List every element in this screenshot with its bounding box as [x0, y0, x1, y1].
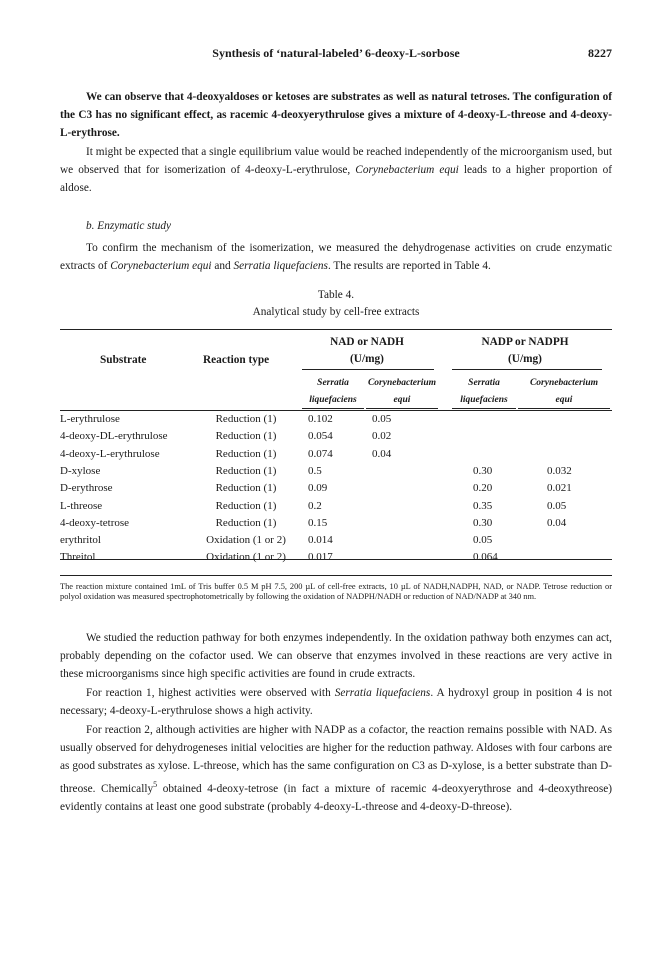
running-title: Synthesis of ‘natural-labeled’ 6-deoxy-L-sorbose [212, 46, 460, 60]
running-header [60, 46, 612, 62]
header-nad-units: (U/mg) [350, 353, 384, 365]
cell-nad-serratia: 0.5 [308, 464, 322, 477]
cell-nad-serratia: 0.017 [308, 551, 333, 564]
paragraph-intro-1: We can observe that 4-deoxyaldoses or ketoses are substrates as well as natural tetroses. The configuration of the C3 has no significant effect, as racemic 4-deoxyerythrulose gives a mixture of 4-deoxy-L-threose and 4-deoxy-L-erythrose. [60, 91, 612, 140]
cell-nadp-serratia: 0.30 [473, 464, 493, 477]
table-mid-rule [60, 559, 612, 560]
table-footnote: The reaction mixture contained 1mL of Tris buffer 0.5 M pH 7.5, 200 µL of cell-free extracts, 10 µL of NADH,NADPH, NAD, or NADP. Tetrose reduction or polyol oxidation was measured spectrophotometrically by following the oxidation of NADPH/NADH or reduction of NAD/NADP at 340 nm. [60, 582, 612, 602]
organism-name: Corynebacterium equi [110, 260, 212, 273]
paragraph-body-1: We studied the reduction pathway for both enzymes independently. In the oxidation pathway both enzymes can act, probably depending on the cofactor used. We can observe that enzymes involved in these reactions are very active in these microorganisms since high specific activities are found in crude extracts. [60, 632, 612, 681]
table-header-rule [60, 410, 612, 411]
cell-nad-coryne: 0.05 [372, 413, 392, 425]
cell-reaction: Oxidation (1 or 2) [206, 534, 286, 547]
cell-reaction: Reduction (1) [215, 430, 277, 443]
subheader-nad-serratia-species: liquefaciens [309, 395, 357, 405]
subheader-nadp-coryne-species: equi [555, 395, 573, 405]
cell-nad-coryne: 0.04 [372, 447, 392, 460]
cell-nad-serratia: 0.074 [308, 447, 333, 460]
subheader-nad-coryne: Corynebacterium [367, 378, 437, 388]
paragraph-intro-3: To confirm the mechanism of the isomerization, we measured the dehydrogenase activities on crude enzymatic extracts of Corynebacterium equi and Serratia liquefaciens. The results are reported in Table 4. [60, 242, 612, 273]
table-number: Table 4. [317, 289, 355, 301]
cell-nad-serratia: 0.014 [308, 534, 333, 547]
cell-substrate: 4-deoxy-tetrose [60, 516, 130, 529]
table-caption [60, 287, 612, 321]
paragraph-body-3: For reaction 2, although activities are higher with NADP as a cofactor, the reaction remains possible with NAD. As usually observed for dehydrogeneses initial velocities are higher for the reduction pathway. Aldoses with four carbons are as good substrates as xylose. L-threose, which has the same configuration on C3 as D-xylose, is a better substrate than D-threose. Chemically$^5$ obtained 4-deoxy-tetrose (in fact a mixture of racemic 4-deoxyerythrose and 4-deoxythreose) evidently contains at least one good substrate (probably 4-deoxy-L-threose and 4-deoxy-D-threose). [60, 724, 612, 813]
page-number: 8227 [588, 46, 612, 60]
subheader-nadp-serratia-species: liquefaciens [460, 395, 508, 405]
cell-nadp-serratia: 0.064 [473, 551, 498, 564]
header-reaction-type: Reaction type [203, 354, 270, 366]
cell-reaction: Reduction (1) [215, 516, 277, 529]
table-bottom-rule [60, 575, 612, 576]
cell-nad-coryne: 0.02 [372, 430, 392, 443]
table-top-rule [60, 329, 612, 330]
cell-reaction: Reduction (1) [215, 499, 277, 512]
organism-name: Corynebacterium equi [355, 164, 459, 177]
cell-nadp-serratia: 0.35 [473, 499, 493, 512]
cell-substrate: L-erythrulose [60, 413, 120, 425]
subheader-nad-serratia: Serratia [317, 378, 349, 388]
subheader-nadp-coryne: Corynebacterium [529, 378, 599, 388]
cell-nadp-serratia: 0.05 [473, 534, 493, 547]
subheader-nad-coryne-species: equi [393, 395, 411, 405]
cell-nad-serratia: 0.102 [308, 413, 333, 425]
cell-reaction: Reduction (1) [215, 447, 277, 460]
organism-name: Serratia liquefaciens [233, 260, 328, 273]
cell-nadp-coryne: 0.032 [547, 464, 572, 477]
header-nadp-units: (U/mg) [508, 353, 542, 365]
cell-substrate: 4-deoxy-L-erythrulose [60, 447, 160, 460]
cell-nad-serratia: 0.09 [308, 482, 328, 495]
cell-reaction: Reduction (1) [215, 464, 277, 477]
subheader-nadp-serratia: Serratia [468, 378, 500, 388]
cell-nad-serratia: 0.15 [308, 516, 328, 529]
reference-number: 5 [153, 779, 158, 789]
cell-reaction: Reduction (1) [215, 413, 277, 425]
cell-reaction: Reduction (1) [215, 482, 277, 495]
cell-nad-serratia: 0.2 [308, 499, 322, 512]
paragraph-body-2: For reaction 1, highest activities were observed with Serratia liquefaciens. A hydroxyl group in position 4 is not necessary; 4-deoxy-L-erythrulose shows a high activity. [60, 687, 612, 718]
header-nad-group: NAD or NADH [330, 336, 404, 348]
cell-substrate: 4-deoxy-DL-erythrulose [60, 430, 168, 443]
cell-nadp-serratia: 0.20 [473, 482, 493, 495]
header-nadp-group: NADP or NADPH [481, 336, 569, 348]
cell-nadp-coryne: 0.05 [547, 499, 567, 512]
paragraph-intro-2: It might be expected that a single equilibrium value would be reached independently of the microorganism used, but we observed that for isomerization of 4-deoxy-L-erythrulose, Corynebacterium equi leads to a higher proportion of aldose. [60, 146, 612, 195]
cell-substrate: erythritol [60, 534, 101, 547]
cell-nadp-serratia: 0.30 [473, 516, 493, 529]
table-analytical-study [60, 329, 612, 577]
cell-substrate: D-erythrose [60, 482, 113, 495]
cell-substrate: D-xylose [60, 464, 101, 477]
cell-nad-serratia: 0.054 [308, 430, 333, 443]
cell-reaction: Oxidation (1 or 2) [206, 551, 286, 564]
cell-nadp-coryne: 0.021 [547, 482, 572, 495]
cell-substrate: L-threose [60, 499, 103, 512]
cell-substrate: Threitol [60, 551, 96, 564]
table-title: Analytical study by cell-free extracts [252, 306, 420, 318]
subheading-enzymatic-study: b. Enzymatic study [86, 220, 172, 232]
header-substrate: Substrate [100, 354, 147, 366]
organism-name: Serratia liquefaciens [334, 687, 431, 699]
cell-nadp-coryne: 0.04 [547, 516, 567, 529]
